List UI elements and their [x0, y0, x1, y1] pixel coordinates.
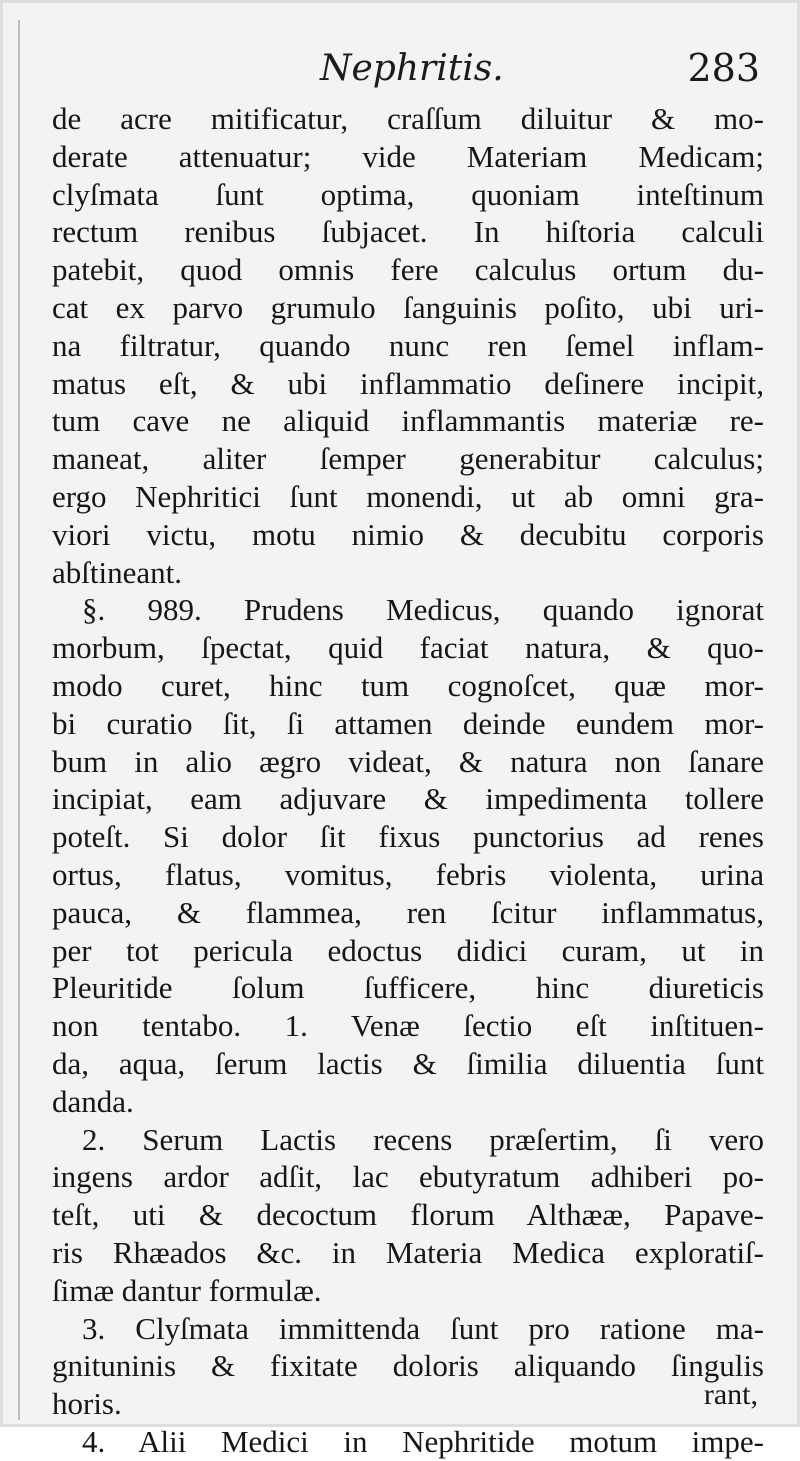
- text-line: bum in alio ægro videat, & natura non ſanare: [52, 743, 764, 779]
- text-line: bi curatio ſit, ſi attamen deinde eundem mor-: [52, 705, 764, 741]
- section-start-line: §. 989. Prudens Medicus, quando ignorat: [82, 592, 764, 628]
- text-line: gnituninis & fixitate doloris aliquando ſingulis: [52, 1348, 764, 1384]
- text-line: de acre mitificatur, craſſum diluitur & mo-: [52, 101, 764, 136]
- text-line: ſimæ dantur formulæ.: [52, 1272, 322, 1308]
- item-start-line: 4. Alii Medici in Nephritide motum impe-: [82, 1423, 764, 1459]
- item-start-line: 2. Serum Lactis recens præſertim, ſi vero: [82, 1121, 764, 1157]
- text-line: abſtineant.: [52, 554, 182, 590]
- text-line: Pleuritide ſolum ſufficere, hinc diureticis: [52, 970, 764, 1006]
- text-line: clyſmata ſunt optima, quoniam inteſtinum: [52, 176, 764, 212]
- catchword: rant,: [703, 1378, 758, 1411]
- text-line: poteſt. Si dolor ſit fixus punctorius ad renes: [52, 819, 764, 855]
- text-line: teſt, uti & decoctum florum Althææ, Papave-: [52, 1197, 764, 1233]
- running-head: Nephritis.: [320, 48, 504, 89]
- text-line: incipiat, eam adjuvare & impedimenta tollere: [52, 781, 764, 817]
- text-line: viori victu, motu nimio & decubitu corporis: [52, 516, 764, 552]
- text-line: ergo Nephritici ſunt monendi, ut ab omni gra-: [52, 478, 764, 514]
- text-line: matus eſt, & ubi inflammatio deſinere incipit,: [52, 365, 764, 401]
- text-line: ingens ardor adſit, lac ebutyratum adhiberi po-: [52, 1159, 764, 1195]
- text-line: maneat, aliter ſemper generabitur calculus;: [52, 441, 764, 477]
- text-line: morbum, ſpectat, quid faciat natura, & quo-: [52, 630, 764, 666]
- text-line: patebit, quod omnis fere calculus ortum du-: [52, 252, 764, 288]
- page-number: 283: [687, 46, 760, 90]
- page-edge: [18, 20, 20, 1420]
- body-text: [52, 100, 764, 1461]
- text-line: pauca, & flammea, ren ſcitur inflammatus,: [52, 894, 764, 930]
- text-line: ortus, flatus, vomitus, febris violenta, urina: [52, 856, 764, 892]
- text-line: ris Rhæados &c. in Materia Medica exploratiſ-: [52, 1234, 764, 1270]
- text-line: modo curet, hinc tum cognoſcet, quæ mor-: [52, 667, 764, 703]
- text-line: horis.: [52, 1386, 122, 1422]
- item-start-line: 3. Clyſmata immittenda ſunt pro ratione ma-: [82, 1310, 764, 1346]
- text-line: danda.: [52, 1083, 134, 1119]
- text-line: tum cave ne aliquid inflammantis materiæ re-: [52, 403, 764, 439]
- text-line: non tentabo. 1. Venæ ſectio eſt inſtituen-: [52, 1008, 764, 1044]
- text-line: rectum renibus ſubjacet. In hiſtoria calculi: [52, 214, 764, 250]
- text-line: da, aqua, ſerum lactis & ſimilia diluentia ſunt: [52, 1045, 764, 1081]
- text-line: derate attenuatur; vide Materiam Medicam;: [52, 138, 764, 174]
- text-line: per tot pericula edoctus didici curam, ut in: [52, 932, 764, 968]
- text-line: cat ex parvo grumulo ſanguinis poſito, ubi uri-: [52, 289, 764, 325]
- text-line: na filtratur, quando nunc ren ſemel inflam-: [52, 327, 764, 363]
